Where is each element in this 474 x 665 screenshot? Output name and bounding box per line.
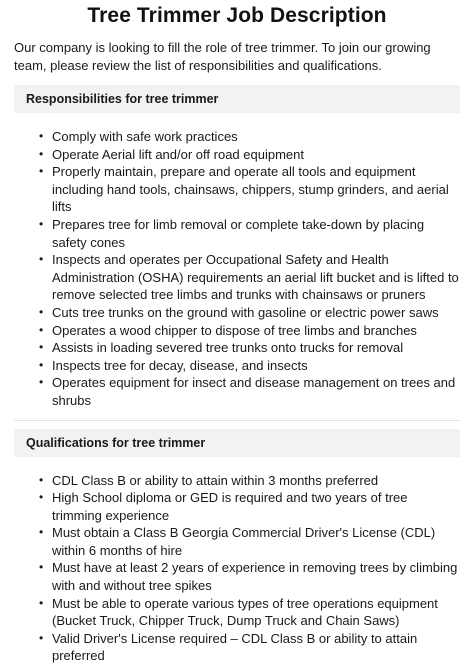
bullet-icon: •: [39, 339, 43, 357]
qualifications-list: [14, 472, 460, 665]
bullet-icon: •: [39, 251, 43, 269]
list-item-text: Comply with safe work practices: [52, 129, 238, 144]
bullet-icon: •: [39, 489, 43, 507]
page-title: Tree Trimmer Job Description: [14, 0, 460, 29]
qualifications-heading: Qualifications for tree trimmer: [14, 429, 460, 457]
list-item: [39, 216, 460, 251]
list-item-text: Assists in loading severed tree trunks onto trucks for removal: [52, 340, 403, 355]
bullet-icon: •: [39, 163, 43, 181]
list-item: [39, 559, 460, 594]
bullet-icon: •: [39, 304, 43, 322]
responsibilities-list: [14, 128, 460, 410]
bullet-icon: •: [39, 216, 43, 234]
list-item-text: Valid Driver's License required – CDL Class B or ability to attain preferred: [52, 631, 417, 664]
list-item: [39, 630, 460, 665]
bullet-icon: •: [39, 357, 43, 375]
bullet-icon: •: [39, 374, 43, 392]
responsibilities-heading: Responsibilities for tree trimmer: [14, 85, 460, 113]
list-item-text: Prepares tree for limb removal or complete take-down by placing safety cones: [52, 217, 424, 250]
list-item-text: Operates equipment for insect and disease management on trees and shrubs: [52, 375, 455, 408]
bullet-icon: •: [39, 322, 43, 340]
list-item: [39, 339, 460, 357]
bullet-icon: •: [39, 524, 43, 542]
bullet-icon: •: [39, 630, 43, 648]
list-item-text: Operates a wood chipper to dispose of tree limbs and branches: [52, 323, 417, 338]
list-item-text: Must have at least 2 years of experience in removing trees by climbing with and without tree spikes: [52, 560, 457, 593]
intro-paragraph: Our company is looking to fill the role of tree trimmer. To join our growing team, please review the list of responsibilities and qualifications.: [14, 39, 460, 75]
list-item-text: Inspects and operates per Occupational Safety and Health Administration (OSHA) requirements an aerial lift bucket and is lifted to remove selected tree limbs and trunks with chainsaws or pruners: [52, 252, 459, 302]
bullet-icon: •: [39, 595, 43, 613]
list-item-text: Operate Aerial lift and/or off road equipment: [52, 147, 304, 162]
section-divider: [14, 420, 460, 421]
list-item: [39, 146, 460, 164]
list-item: [39, 489, 460, 524]
list-item: [39, 595, 460, 630]
list-item-text: High School diploma or GED is required and two years of tree trimming experience: [52, 490, 408, 523]
list-item-text: Cuts tree trunks on the ground with gasoline or electric power saws: [52, 305, 439, 320]
list-item: [39, 128, 460, 146]
list-item-text: Must obtain a Class B Georgia Commercial Driver's License (CDL) within 6 months of hire: [52, 525, 435, 558]
list-item-text: Properly maintain, prepare and operate all tools and equipment including hand tools, chainsaws, chippers, stump grinders, and aerial lifts: [52, 164, 449, 214]
list-item: [39, 322, 460, 340]
bullet-icon: •: [39, 472, 43, 490]
list-item-text: Must be able to operate various types of tree operations equipment (Bucket Truck, Chipper Truck, Dump Truck and Chain Saws): [52, 596, 438, 629]
bullet-icon: •: [39, 128, 43, 146]
list-item: [39, 472, 460, 490]
bullet-icon: •: [39, 146, 43, 164]
list-item: [39, 357, 460, 375]
list-item: [39, 163, 460, 216]
list-item-text: Inspects tree for decay, disease, and insects: [52, 358, 308, 373]
list-item: [39, 374, 460, 409]
list-item: [39, 304, 460, 322]
list-item: [39, 524, 460, 559]
bullet-icon: •: [39, 559, 43, 577]
list-item-text: CDL Class B or ability to attain within 3 months preferred: [52, 473, 378, 488]
list-item: [39, 251, 460, 304]
